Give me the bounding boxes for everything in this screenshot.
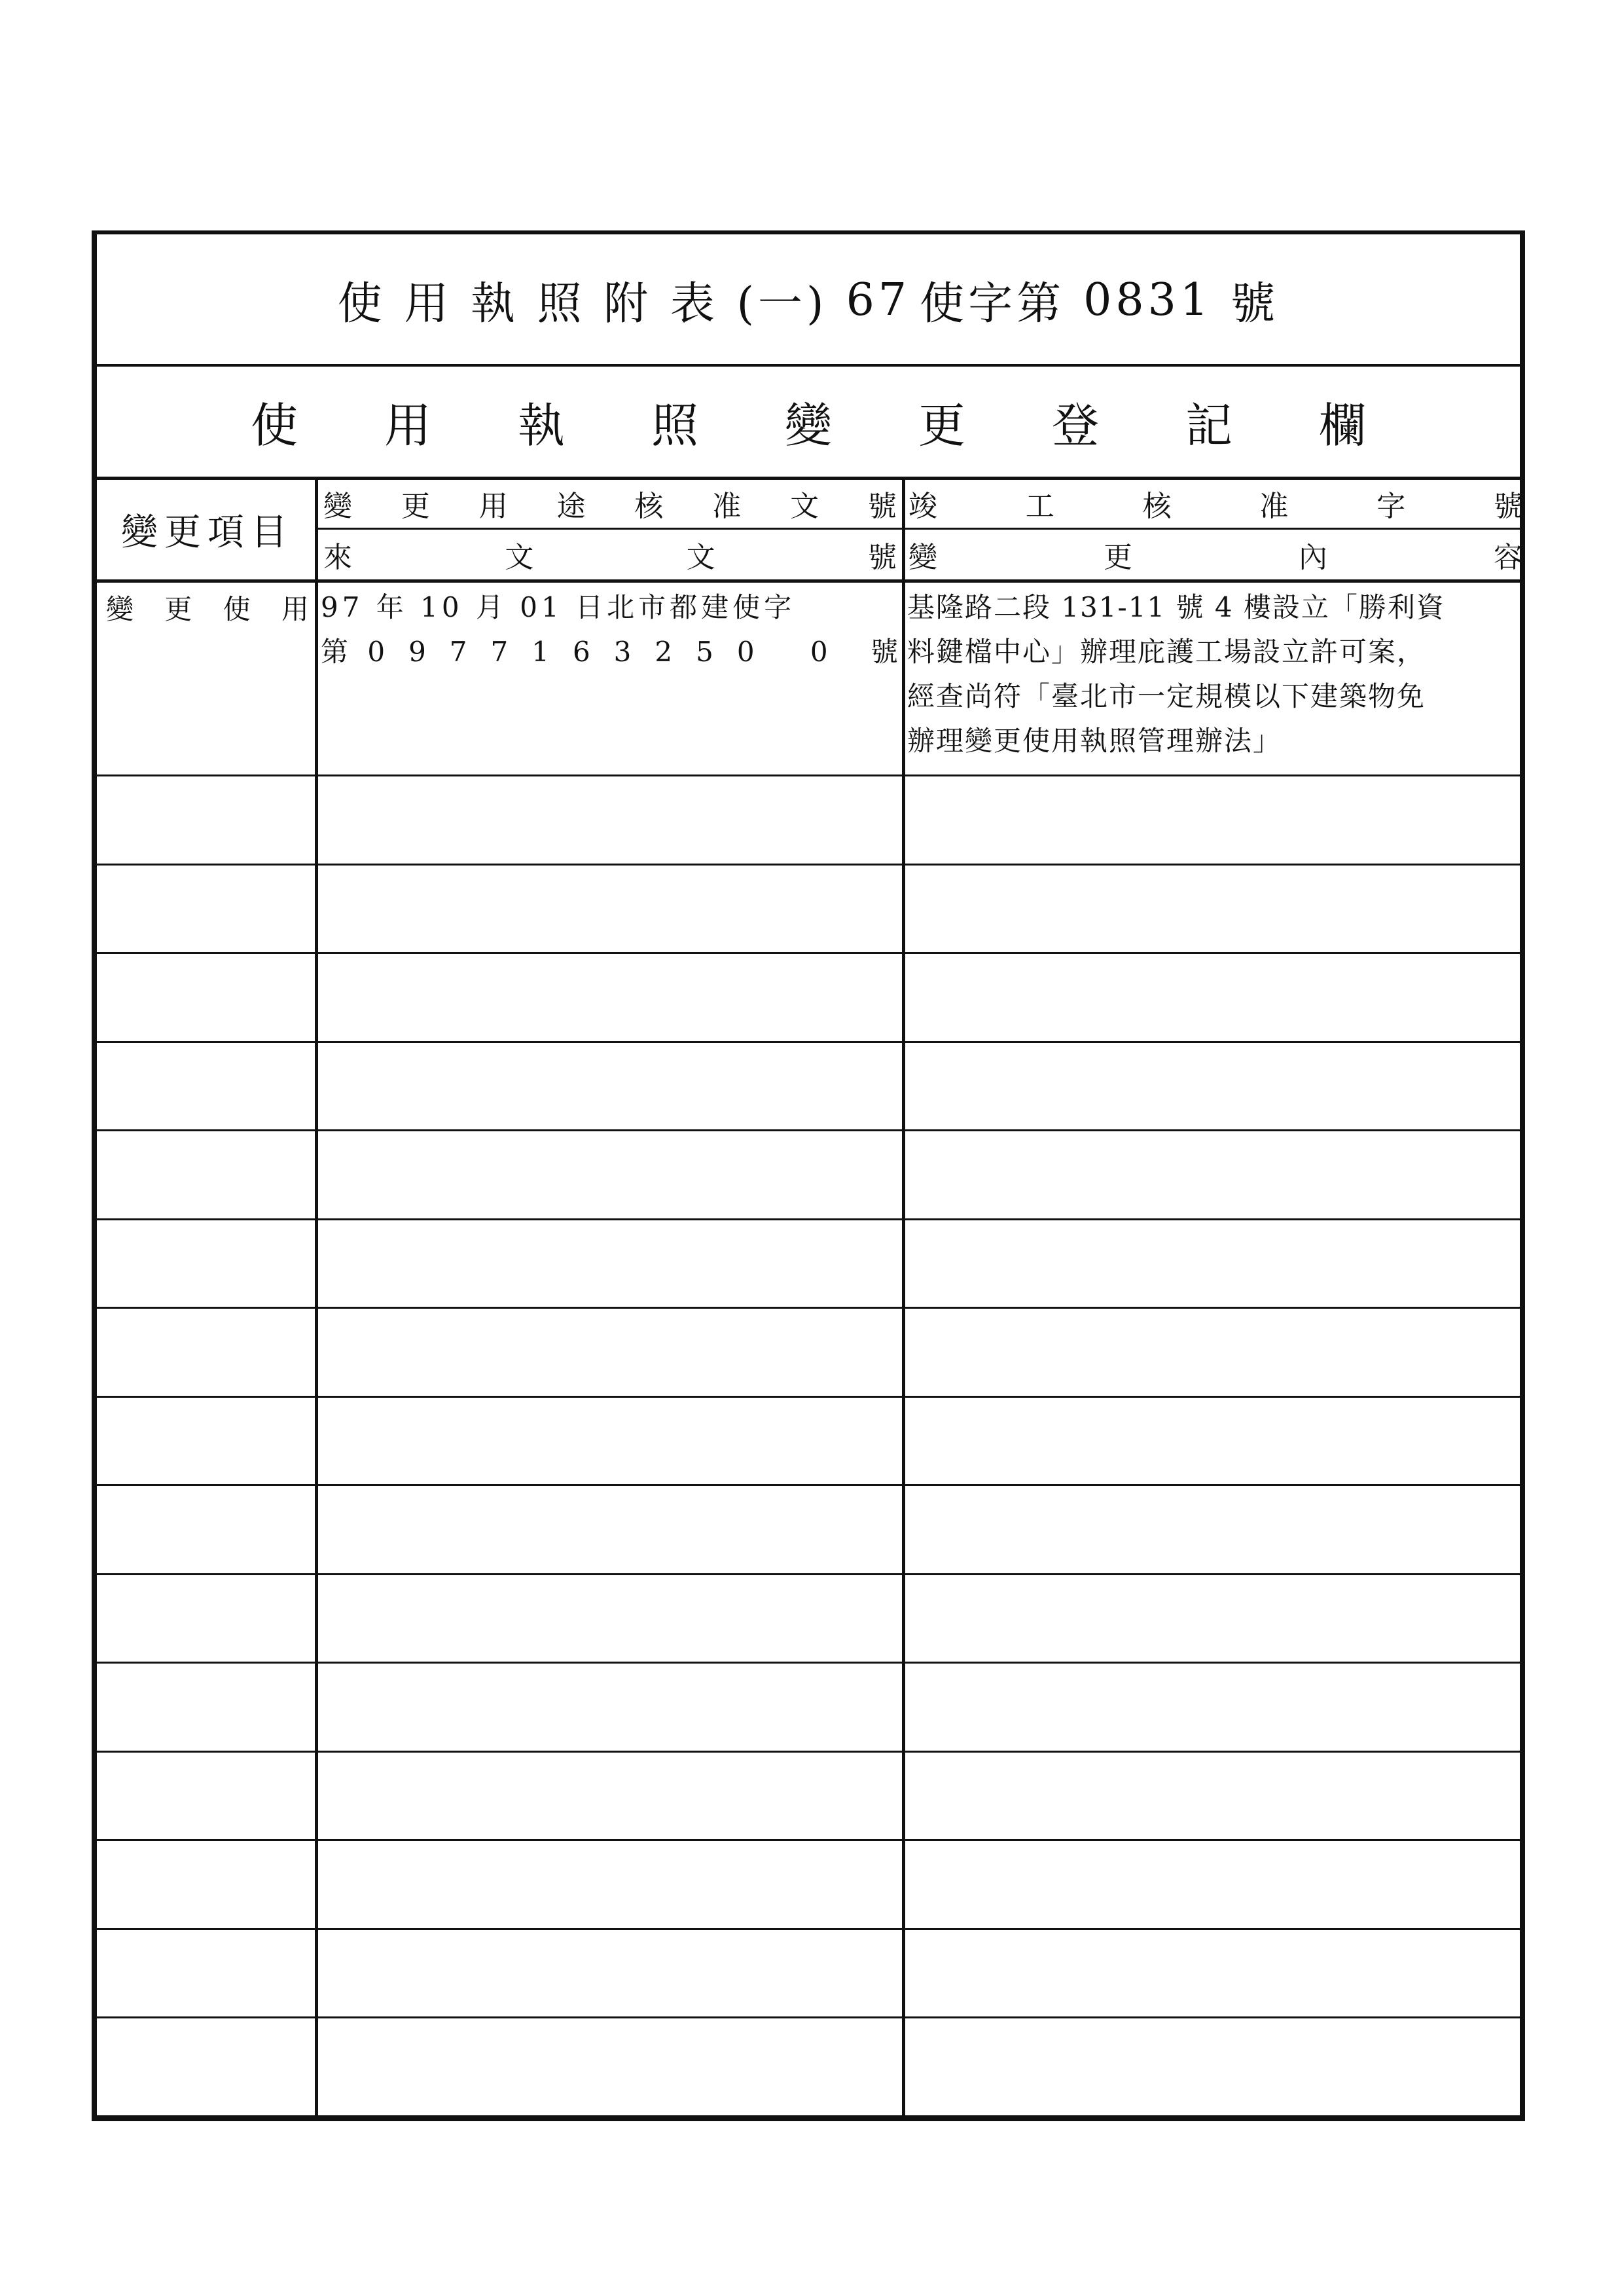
header-char: 文 [686, 541, 715, 574]
header-char: 文 [505, 541, 534, 574]
content-line: 辦理變更使用執照管理辦法」 [907, 725, 1282, 757]
row-divider [97, 1396, 1520, 1398]
row-divider [97, 1129, 1520, 1131]
header-char: 更 [401, 490, 430, 523]
section-title-text: 使用執照變更登記欄 [250, 398, 1452, 453]
row-divider [97, 1041, 1520, 1043]
header-item-label: 變更項目 [121, 511, 294, 554]
license-number: 0831 [1083, 274, 1213, 326]
header-char: 准 [712, 490, 742, 523]
header-char: 號 [867, 541, 897, 574]
column-divider [315, 478, 318, 2115]
header-char: 號 [867, 490, 897, 523]
content-line: 基隆路二段 131-11 號 4 樓設立「勝利資 [907, 591, 1445, 623]
header-char: 工 [1025, 490, 1054, 523]
header-char: 竣 [908, 490, 937, 523]
header-approval-doc-no [323, 481, 897, 526]
header-char: 核 [1142, 490, 1172, 523]
header-char: 用 [478, 490, 508, 523]
header-incoming-doc-no [323, 530, 897, 579]
header-char: 變 [908, 541, 937, 574]
row-divider [97, 1307, 1520, 1309]
row-divider [97, 1928, 1520, 1930]
doc-line-2-suffix: 號 [870, 636, 898, 668]
row-divider [97, 1484, 1520, 1486]
license-suffix: 號 [1231, 278, 1280, 330]
license-word: 使字第 [920, 278, 1066, 330]
license-appendix-form [92, 230, 1525, 2121]
header-char: 容 [1494, 541, 1522, 574]
license-year: 67 [846, 274, 911, 326]
header-subdivider [317, 528, 1520, 530]
column-divider [902, 478, 905, 2115]
header-char: 核 [634, 490, 664, 523]
row-divider [97, 1573, 1520, 1575]
header-char: 更 [164, 593, 192, 625]
divider [97, 477, 1520, 480]
header-char: 號 [1493, 490, 1522, 523]
row-item-label [106, 585, 309, 630]
header-char: 文 [790, 490, 819, 523]
header-char: 准 [1259, 490, 1289, 523]
row-divider [97, 774, 1520, 776]
row-change-content [907, 585, 1525, 763]
row-divider [97, 1662, 1520, 1664]
doc-line-2 [321, 630, 898, 674]
doc-line-1: 97 年 10 月 01 日北市都建使字 [321, 591, 796, 623]
content-line: 經查尚符「臺北市一定規模以下建築物免 [907, 680, 1426, 712]
header-completion-approval-no [908, 481, 1522, 526]
row-divider [97, 2016, 1520, 2018]
header-char: 來 [323, 541, 352, 574]
title-left: 使 用 執 照 附 表 (一) [337, 278, 828, 330]
row-divider [97, 952, 1520, 954]
header-char: 內 [1299, 541, 1327, 574]
header-char: 用 [281, 593, 309, 625]
header-change-content [908, 530, 1522, 579]
row-doc-number [321, 585, 898, 674]
section-title [97, 365, 1520, 478]
form-title [97, 234, 1520, 365]
row-divider [97, 1218, 1520, 1220]
header-char: 途 [556, 490, 586, 523]
header-char: 變 [323, 490, 352, 523]
content-line: 料鍵檔中心」辦理庇護工場設立許可案， [907, 636, 1426, 668]
header-char: 使 [223, 593, 251, 625]
header-char: 變 [106, 593, 134, 625]
row-divider [97, 1839, 1520, 1841]
header-divider [97, 579, 1520, 583]
doc-line-2-number: 0977163250 0 [367, 636, 852, 668]
row-divider [97, 1751, 1520, 1753]
header-char: 字 [1376, 490, 1406, 523]
doc-line-2-prefix: 第 [321, 636, 349, 668]
row-divider [97, 864, 1520, 866]
header-char: 更 [1104, 541, 1132, 574]
